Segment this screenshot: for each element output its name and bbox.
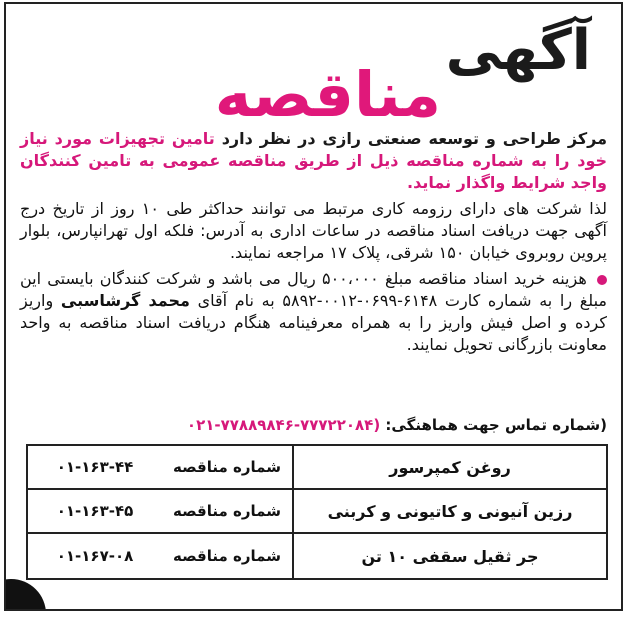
fee-rest: واریز کرده و اصل فیش واریز را به همراه معرفینامه هنگام دریافت اسناد مناقصه به واحد معاونت بازرگانی تحویل نمایند. <box>20 291 607 354</box>
tender-number: ۰۱-۱۶۷-۰۸ <box>56 547 134 565</box>
intro-paragraph <box>20 128 607 194</box>
ad-title <box>6 14 621 131</box>
corner-shadow <box>4 579 46 611</box>
tender-item: جر ثقیل سقفی ۱۰ تن <box>292 534 606 578</box>
payee-name: محمد گرشاسبی <box>60 291 190 310</box>
paragraph-eligibility: لذا شرکت های دارای رزومه کاری مرتبط می توانند حداکثر طی ۱۰ روز از تاریخ درج آگهی جهت دریافت اسناد مناقصه در ساعات اداری به آدرس: فلکه اول تهرانپارس، بلوار پروین روبروی خیابان ۱۵۰ شرقی، پلاک ۱۷ مراجعه نمایند. <box>20 199 607 262</box>
intro-start: مرکز طراحی و توسعه صنعتی رازی در نظر دارد <box>221 129 607 148</box>
contact-label: (شماره تماس جهت هماهنگی: <box>385 416 607 434</box>
fee-text: هزینه خرید اسناد مناقصه مبلغ ۵۰۰،۰۰۰ ریال می باشد و شرکت کنندگان بایستی این مبلغ را به شماره کارت ۶۱۴۸-۰۶۹۹-۰۰۱۲-۵۸۹۲ به نام آقای <box>20 269 607 310</box>
tender-number: ۰۱-۱۶۳-۴۴ <box>56 458 134 476</box>
title-ad-word: آگهی <box>445 18 591 83</box>
tender-item: رزین آنیونی و کاتیونی و کربنی <box>292 490 606 532</box>
table-row <box>28 534 606 578</box>
paragraph-fee <box>20 268 607 356</box>
tender-number-label: شماره مناقصه <box>173 458 281 476</box>
table-row <box>28 490 606 534</box>
tender-number: ۰۱-۱۶۳-۴۵ <box>56 502 134 520</box>
contact-phones: ۰۲۱-۷۷۸۸۹۸۴۶-۷۷۷۲۲۰۸۴) <box>186 416 381 434</box>
tender-ad <box>4 2 623 611</box>
table-row <box>28 446 606 490</box>
intro-highlight: تامین تجهیزات مورد نیاز خود را به شماره مناقصه ذیل از طریق مناقصه عمومی به تامین کنندگان واجد شرایط واگذار نماید. <box>20 129 607 192</box>
title-tender-word: مناقصه <box>214 58 441 131</box>
tender-table <box>26 444 608 580</box>
tender-item: روغن کمپرسور <box>292 446 606 488</box>
ad-body <box>20 128 607 356</box>
bullet-icon <box>597 275 607 285</box>
tender-number-label: شماره مناقصه <box>173 502 281 520</box>
contact-line <box>24 416 607 434</box>
tender-number-label: شماره مناقصه <box>173 547 281 565</box>
